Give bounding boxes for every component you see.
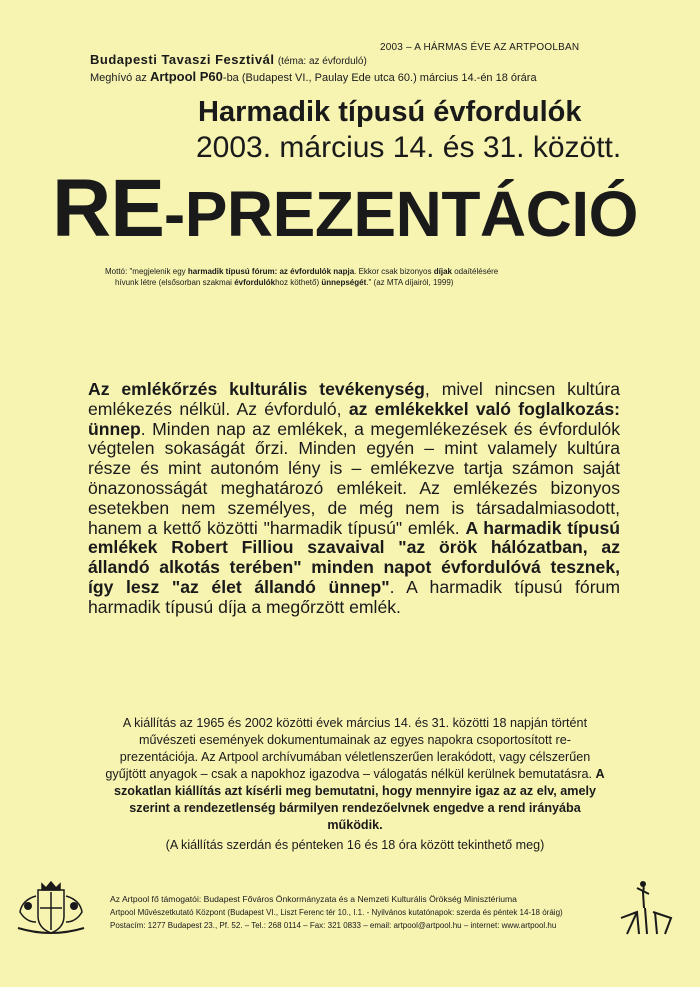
invite-line [90, 69, 537, 84]
footer-address: Artpool Művészetkutató Központ (Budapest VI., Liszt Ferenc tér 10., I.1. - Nyilvános kutatónapok: szerda és péntek 14-18 óráig) [110, 908, 563, 917]
motto-text: Mottó: "megjelenik egy [105, 267, 186, 276]
motto-text: hívunk létre (elsősorban szakmai [115, 278, 232, 287]
motto-text: hoz köthető) [275, 278, 320, 287]
essay-text: . Minden nap az emlékek, a megemlékezések és évfordulók végtelen sokaságát őrzi. Minden egyén – mint valamely kultúra része és mint autonóm lény is – emlékezve tartja számon saját önazonosságát meghatározó emlékeit. Az emlékezés bizonyos esetekben nem személyes, de még nem is társadalmiasodott, hanem a kettő közötti "harmadik típusú" emlék. [88, 418, 620, 538]
motto-bold: évfordulók [234, 278, 276, 287]
footer [110, 893, 600, 932]
artpool-logo-icon [617, 878, 675, 938]
footer-contact: Postacím: 1277 Budapest 23., Pf. 52. – Tel.: 268 0114 – Fax: 321 0833 – email: artpool@artpool.hu – internet: www.artpool.hu [110, 921, 557, 930]
festival-name: Budapesti Tavaszi Fesztivál [90, 52, 275, 67]
footer-sponsors: Az Artpool fő támogatói: Budapest Főváros Önkormányzata és a Nemzeti Kulturális Örökség Minisztériuma [110, 894, 517, 904]
title-line-1: Harmadik típusú évfordulók [198, 96, 582, 128]
motto-bold: ünnepségét [321, 278, 367, 287]
exhibition-text: A kiállítás az 1965 és 2002 közötti évek március 14. és 31. közötti 18 napján történt művészeti események dokumentumainak az egyes napokra csoportosított re-prezentációja. Az Artpool archívumában véletlenszerűen lerakódott, vagy célszerűen gyűjtött anyagok – csak a napokhoz igazodva – válogatás nélkül kerülnek bemutatásra. [105, 716, 592, 781]
motto-text: odaítélésére [454, 267, 499, 276]
exhibition-bold: A szokatlan kiállítás azt kísérli meg bemutatni, hogy mennyire igaz az az elv, amely szerint a rendezetlenség bármilyen rendezőelvnek engedve a rend irányába működik. [113, 767, 605, 832]
essay-bold: A harmadik típusú emlékek Robert Filliou szavaival "az örök hálózatban, az állandó alkotás terében" minden napot évfordulóvá tesznek, így lesz "az élet állandó ünnep" [88, 517, 621, 597]
motto [105, 266, 615, 288]
motto-text: ." (az MTA díjairól, 1999) [366, 278, 454, 287]
venue-name: Artpool P60 [149, 69, 223, 84]
coat-of-arms-icon [12, 878, 90, 938]
essay-bold: az emlékekkel való foglalkozás: ünnep [88, 398, 620, 439]
title-line-2: 2003. március 14. és 31. között. [196, 131, 622, 164]
essay-text: , mivel nincsen kultúra emlékezés nélkül. Az évforduló, [88, 379, 620, 419]
festival-theme: (téma: az évforduló) [277, 56, 367, 67]
essay-bold: Az emlékőrzés kulturális tevékenység [88, 379, 425, 399]
header-year-note: 2003 – A HÁRMAS ÉVE AZ ARTPOOLBAN [380, 42, 580, 53]
essay-text: . A harmadik típusú fórum harmadik típusú díja a megőrzött emlék. [88, 576, 620, 617]
main-title-re: RE [52, 163, 164, 254]
motto-bold: harmadik típusú fórum: az évfordulók napja [187, 267, 355, 276]
exhibition-description [100, 715, 610, 834]
motto-bold: díjak [433, 267, 452, 276]
invite-prefix: Meghívó az [90, 72, 147, 84]
motto-text: . Ekkor csak bizonyos [354, 267, 432, 276]
main-title [52, 163, 638, 254]
opening-hours-note: (A kiállítás szerdán és pénteken 16 és 18 óra között tekinthető meg) [165, 838, 545, 852]
motto-line-2 [105, 277, 615, 288]
essay-paragraph [88, 380, 620, 618]
main-title-rest: -PREZENTÁCIÓ [163, 178, 638, 250]
festival-line [90, 52, 367, 67]
invite-details: -ba (Budapest VI., Paulay Ede utca 60.) március 14.-én 18 órára [222, 72, 537, 84]
